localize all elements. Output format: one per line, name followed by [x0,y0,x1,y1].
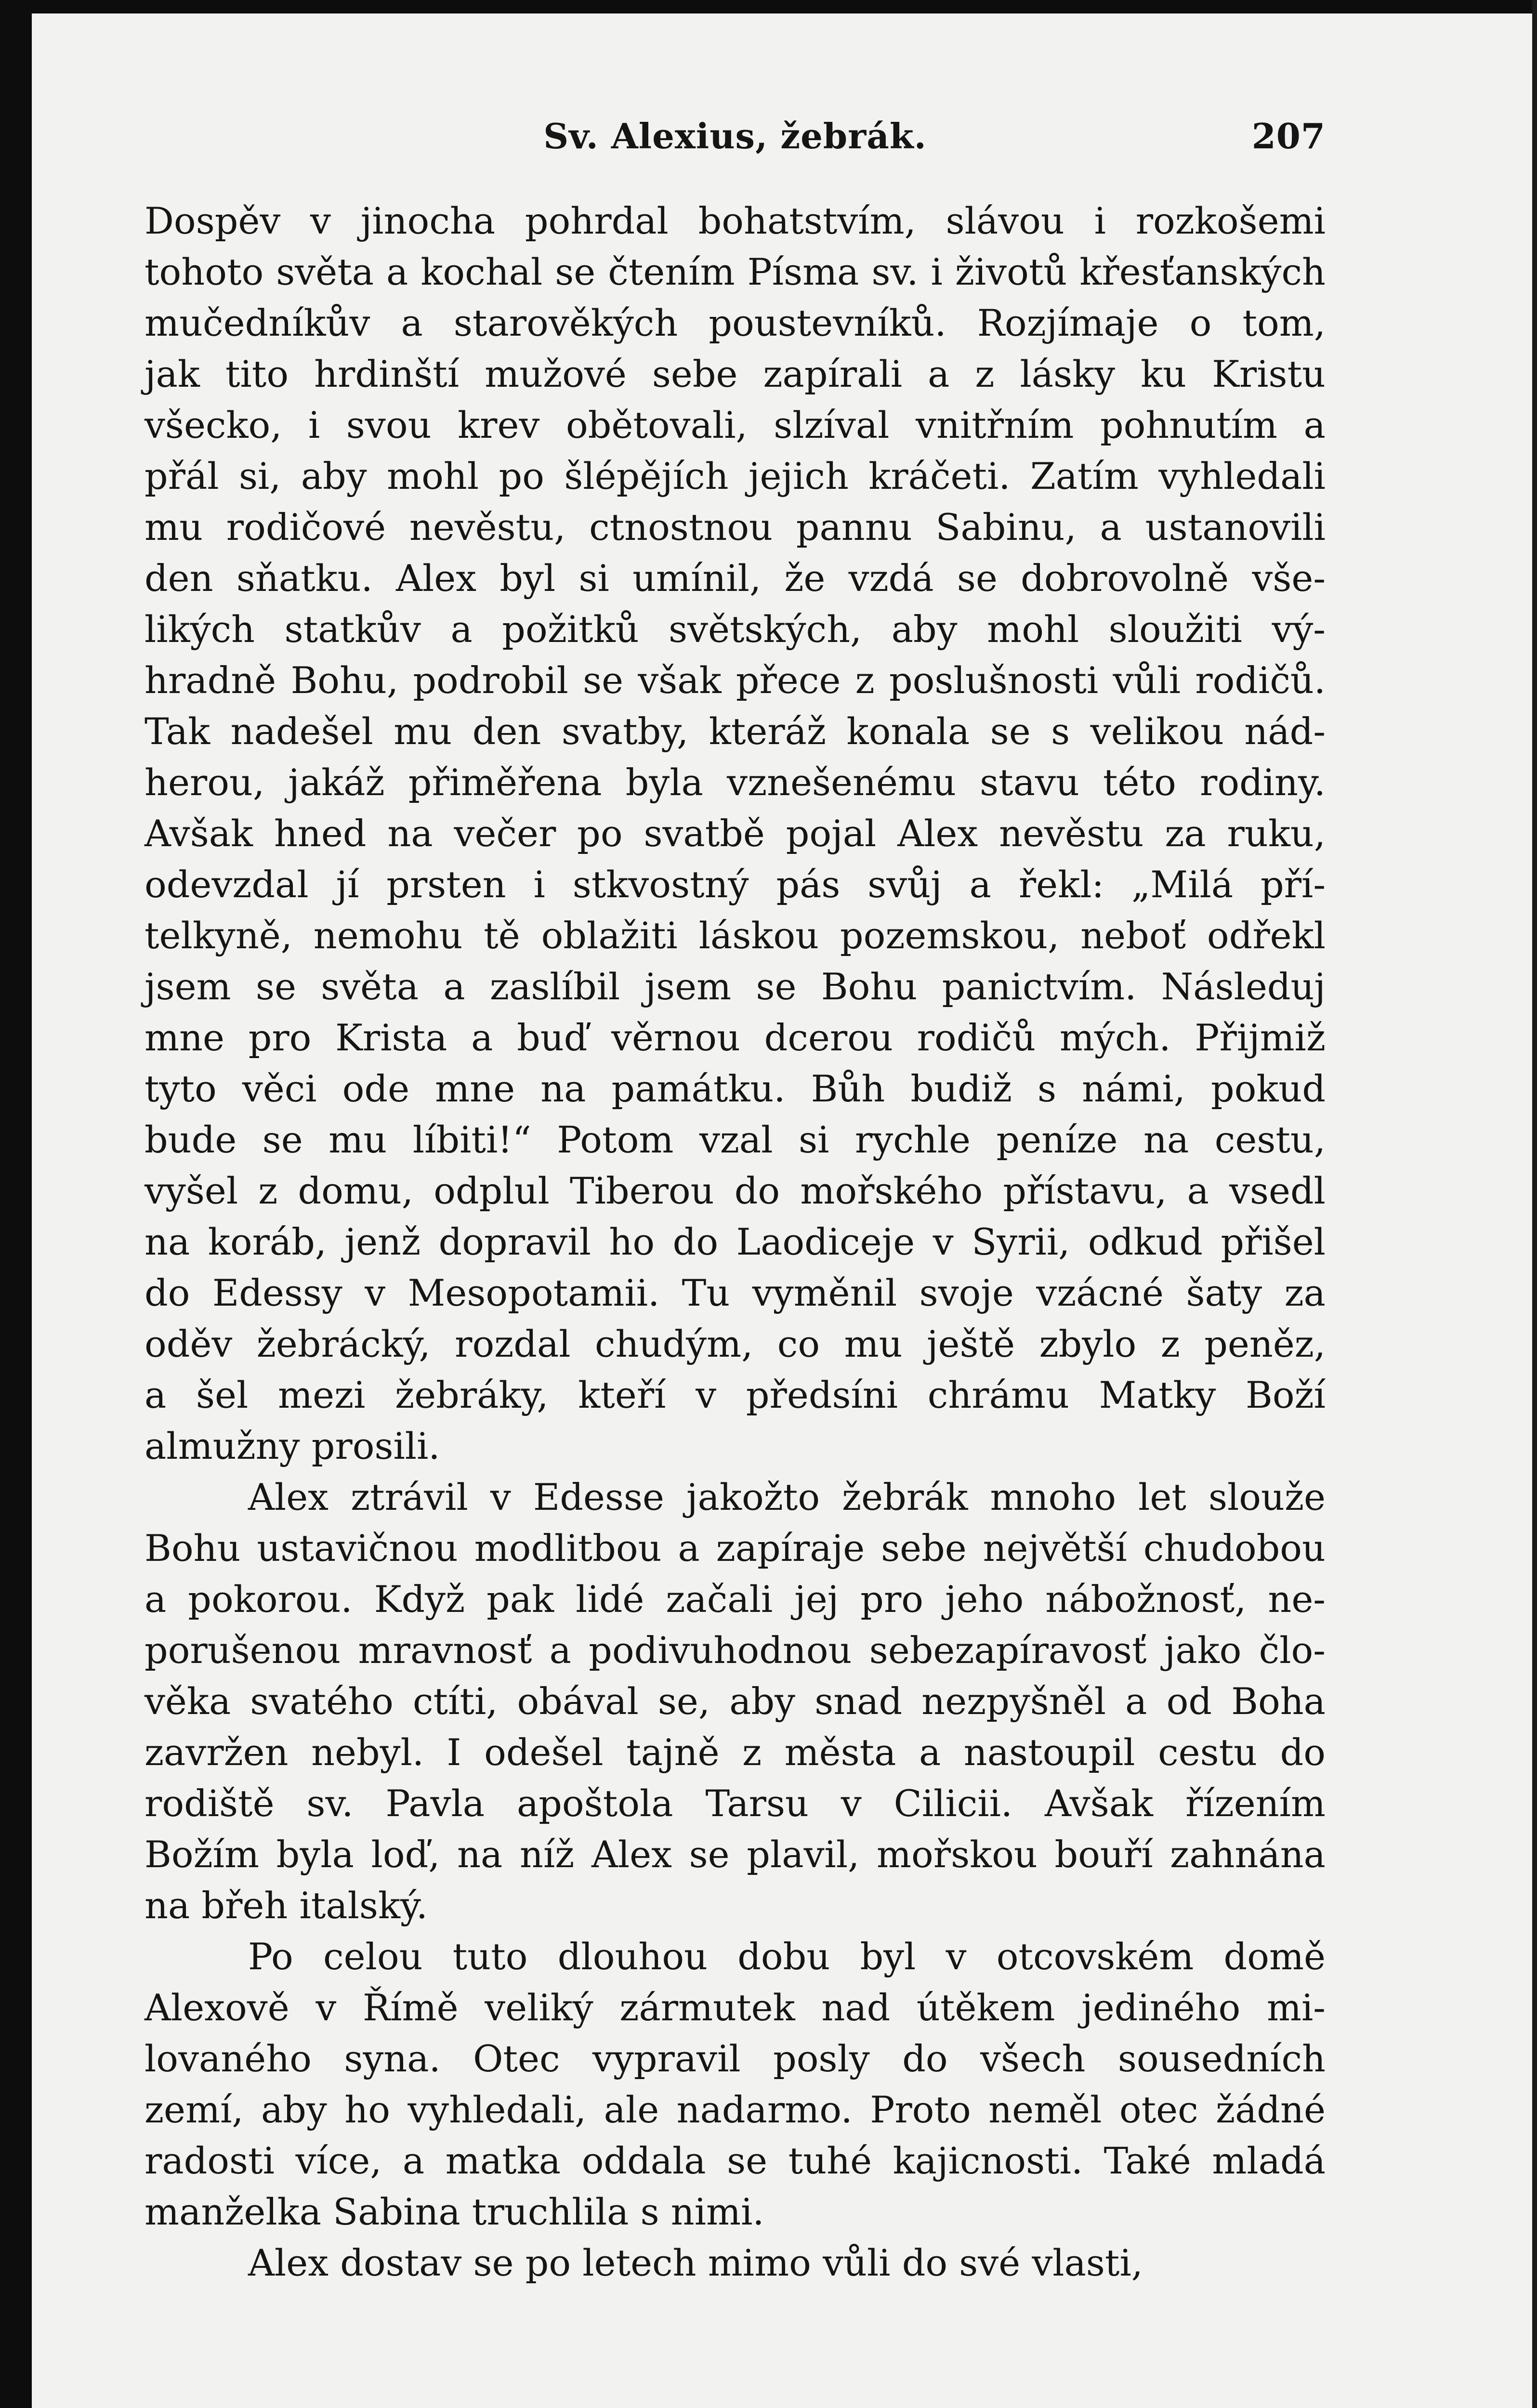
text-line: do Edessy v Mesopotamii. Tu vyměnil svoje vzácné šaty za [145,1271,1326,1314]
text-line: mne pro Krista a buď věrnou dcerou rodičů mých. Přijmiž [145,1016,1326,1059]
text-line: všecko, i svou krev obětovali, slzíval vnitřním pohnutím a [145,404,1326,446]
text-line: mu rodičové nevěstu, ctnostnou pannu Sabinu, a ustanovili [145,506,1326,549]
text-line: hradně Bohu, podrobil se však přece z poslušnosti vůli rodičů. [145,659,1326,702]
scan-border-right [1532,0,1537,2408]
text-line: radosti více, a matka oddala se tuhé kajicnosti. Také mladá [145,2139,1326,2182]
text-line: den sňatku. Alex byl si umínil, že vzdá se dobrovolně vše- [145,557,1326,600]
paragraph [145,2238,1326,2289]
text-line: telkyně, nemohu tě oblažiti láskou pozemskou, neboť odřekl [145,914,1326,957]
text-line: almužny prosili. [145,1425,440,1467]
text-line: přál si, aby mohl po šlépějích jejich kráčeti. Zatím vyhledali [145,455,1326,497]
text-line: Po celou tuto dlouhou dobu byl v otcovském domě [248,1935,1326,1978]
text-line: jak tito hrdinští mužové sebe zapírali a z lásky ku Kristu [145,353,1326,395]
paragraph [145,196,1326,1472]
page-header [145,116,1326,169]
text-line: tohoto světa a kochal se čtením Písma sv. i životů křesťanských [145,250,1326,293]
text-line: Alex ztrávil v Edesse jakožto žebrák mnoho let slouže [248,1476,1326,1518]
text-line: rodiště sv. Pavla apoštola Tarsu v Cilicii. Avšak řízením [145,1782,1326,1825]
text-line: likých statkův a požitků světských, aby mohl sloužiti vý- [145,608,1326,651]
text-line: vyšel z domu, odplul Tiberou do mořského přístavu, a vsedl [145,1169,1326,1212]
text-line: na břeh italský. [145,1884,428,1927]
book-page [145,116,1326,2289]
text-line: Alex dostav se po letech mimo vůli do své vlasti, [248,2241,1143,2284]
text-line: Dospěv v jinocha pohrdal bohatstvím, slávou i rozkošemi [145,199,1326,242]
text-line: lovaného syna. Otec vypravil posly do všech sousedních [145,2037,1326,2080]
text-line: zavržen nebyl. I odešel tajně z města a nastoupil cestu do [145,1731,1326,1774]
paragraph [145,1472,1326,1931]
body-text [145,196,1326,2289]
scan-border-top [0,0,1537,13]
text-line: herou, jakáž přiměřena byla vznešenému stavu této rodiny. [145,761,1326,804]
text-line: odevzdal jí prsten i stkvostný pás svůj a řekl: „Milá pří- [145,863,1326,906]
text-line: a pokorou. Když pak lidé začali jej pro jeho nábožnosť, ne- [145,1578,1326,1621]
text-line: a šel mezi žebráky, kteří v předsíni chrámu Matky Boží [145,1374,1326,1416]
running-title: Sv. Alexius, žebrák. [543,116,927,157]
text-line: Božím byla loď, na níž Alex se plavil, mořskou bouří zahnána [145,1833,1326,1876]
text-line: věka svatého ctíti, obával se, aby snad nezpyšněl a od Boha [145,1680,1326,1723]
text-line: Tak nadešel mu den svatby, kteráž konala se s velikou nád- [145,710,1326,753]
text-line: Bohu ustavičnou modlitbou a zapíraje sebe největší chudobou [145,1527,1326,1570]
text-line: Alexově v Římě veliký zármutek nad útěkem jediného mi- [145,1986,1326,2029]
text-line: zemí, aby ho vyhledali, ale nadarmo. Proto neměl otec žádné [145,2088,1326,2131]
text-line: porušenou mravnosť a podivuhodnou sebezapíravosť jako člo- [145,1629,1326,1672]
text-line: jsem se světa a zaslíbil jsem se Bohu panictvím. Následuj [145,965,1326,1008]
page-number: 207 [1251,116,1326,157]
text-line: Avšak hned na večer po svatbě pojal Alex nevěstu za ruku, [145,812,1326,855]
text-line: manželka Sabina truchlila s nimi. [145,2190,764,2233]
text-line: oděv žebrácký, rozdal chudým, co mu ještě zbylo z peněz, [145,1322,1326,1365]
scan-border-left [0,0,32,2408]
text-line: bude se mu líbiti!“ Potom vzal si rychle peníze na cestu, [145,1118,1326,1161]
text-line: na koráb, jenž dopravil ho do Laodiceje v Syrii, odkud přišel [145,1220,1326,1263]
text-line: mučedníkův a starověkých poustevníků. Rozjímaje o tom, [145,301,1326,344]
paragraph [145,1931,1326,2238]
text-line: tyto věci ode mne na památku. Bůh budiž s námi, pokud [145,1067,1326,1110]
